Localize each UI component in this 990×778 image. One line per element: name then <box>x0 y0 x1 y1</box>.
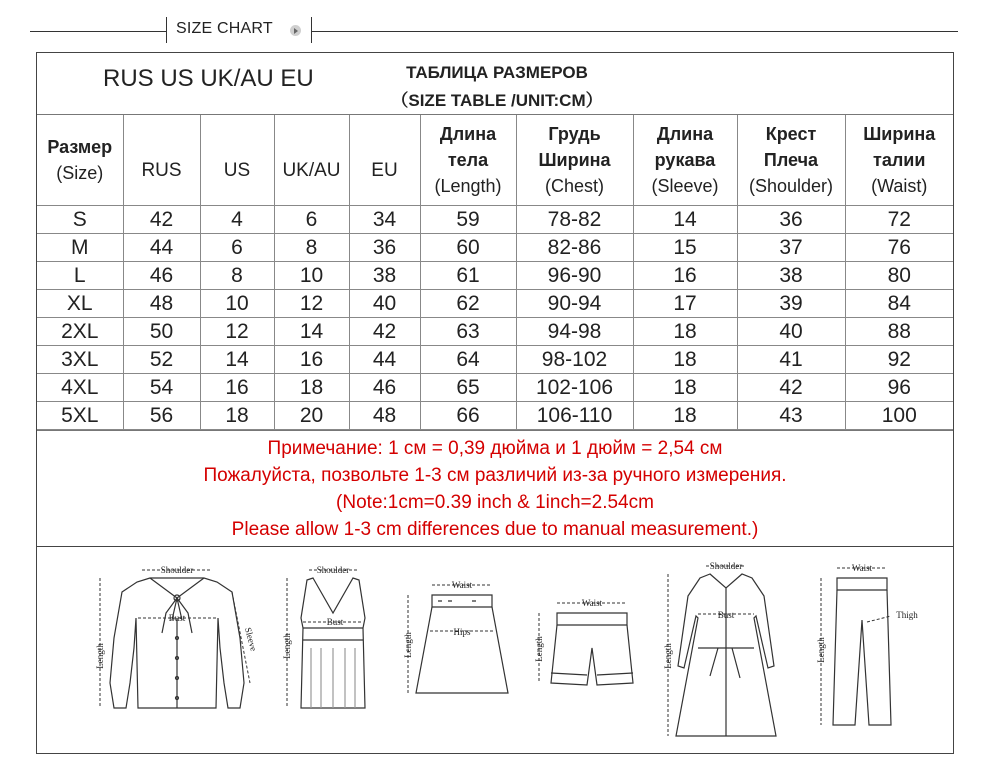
waist-label: Waist <box>851 563 873 573</box>
skirt-diagram <box>402 573 517 703</box>
table-cell: 60 <box>420 234 516 262</box>
note-line-ru-1: Примечание: 1 см = 0,39 дюйма и 1 дюйм = 2,54 см <box>267 438 723 459</box>
header-rule-right <box>311 31 958 32</box>
measurement-diagrams <box>37 548 953 753</box>
table-cell: 52 <box>123 346 200 374</box>
size-cell: XL <box>37 290 123 318</box>
header-tick-left <box>166 17 167 43</box>
table-cell: 37 <box>737 234 845 262</box>
size-cell: 3XL <box>37 346 123 374</box>
table-cell: 15 <box>633 234 737 262</box>
table-cell: 102-106 <box>516 374 633 402</box>
table-cell: 16 <box>633 262 737 290</box>
table-cell: 62 <box>420 290 516 318</box>
col-header-shoulder: Крест Плеча (Shoulder) <box>737 115 845 206</box>
table-cell: 17 <box>633 290 737 318</box>
size-cell: M <box>37 234 123 262</box>
table-cell: 42 <box>123 206 200 234</box>
table-cell: 39 <box>737 290 845 318</box>
bust-label: Bust <box>326 617 344 627</box>
table-row <box>37 346 953 374</box>
table-cell: 46 <box>123 262 200 290</box>
length-label: Length <box>403 632 413 658</box>
bust-label: Bust <box>168 613 186 623</box>
table-cell: 54 <box>123 374 200 402</box>
table-cell: 41 <box>737 346 845 374</box>
table-cell: 14 <box>200 346 274 374</box>
size-cell: L <box>37 262 123 290</box>
note-line-en-2: Please allow 1-3 cm differences due to manual measurement.) <box>231 519 759 540</box>
table-cell: 100 <box>845 402 953 430</box>
notes-block <box>37 435 953 543</box>
table-cell: 63 <box>420 318 516 346</box>
table-cell: 10 <box>274 262 349 290</box>
shoulder-label: Shoulder <box>160 565 194 575</box>
table-cell: 48 <box>123 290 200 318</box>
table-cell: 96 <box>845 374 953 402</box>
table-cell: 36 <box>349 234 420 262</box>
bust-label: Bust <box>717 610 735 620</box>
col-header-rus: RUS <box>123 115 200 206</box>
table-cell: 6 <box>200 234 274 262</box>
col-header-size <box>37 115 123 206</box>
table-cell: 90-94 <box>516 290 633 318</box>
table-cell: 16 <box>200 374 274 402</box>
table-row <box>37 234 953 262</box>
size-table-heading <box>337 59 657 115</box>
table-cell: 65 <box>420 374 516 402</box>
table-row <box>37 318 953 346</box>
table-cell: 44 <box>349 346 420 374</box>
trousers-diagram <box>797 560 937 735</box>
size-table-title-en: （SIZE TABLE /UNIT:CM） <box>391 91 603 110</box>
table-cell: 18 <box>633 374 737 402</box>
table-cell: 8 <box>200 262 274 290</box>
table-cell: 6 <box>274 206 349 234</box>
table-cell: 4 <box>200 206 274 234</box>
table-cell: 76 <box>845 234 953 262</box>
note-line-en-1: (Note:1cm=0.39 inch & 1inch=2.54cm <box>336 492 654 513</box>
table-cell: 48 <box>349 402 420 430</box>
table-cell: 38 <box>737 262 845 290</box>
notes-divider-bottom <box>37 546 953 547</box>
size-cell: 5XL <box>37 402 123 430</box>
thigh-label: Thigh <box>896 610 918 620</box>
table-cell: 12 <box>200 318 274 346</box>
table-cell: 66 <box>420 402 516 430</box>
table-cell: 10 <box>200 290 274 318</box>
table-cell: 18 <box>200 402 274 430</box>
header-rule-left <box>30 31 166 32</box>
waist-label: Waist <box>581 598 603 608</box>
size-cell: S <box>37 206 123 234</box>
col-header-sleeve: Длина рукава (Sleeve) <box>633 115 737 206</box>
col-header-eu: EU <box>349 115 420 206</box>
header-tick-right <box>311 17 312 43</box>
table-cell: 94-98 <box>516 318 633 346</box>
table-cell: 40 <box>349 290 420 318</box>
table-cell: 42 <box>737 374 845 402</box>
shoulder-label: Shoulder <box>709 561 743 571</box>
sleeve-label: Sleeve <box>242 626 259 653</box>
table-cell: 12 <box>274 290 349 318</box>
hips-label: Hips <box>453 627 471 637</box>
size-table <box>37 115 953 430</box>
table-cell: 42 <box>349 318 420 346</box>
dress-diagram <box>662 556 792 746</box>
table-cell: 92 <box>845 346 953 374</box>
size-cell: 4XL <box>37 374 123 402</box>
table-cell: 82-86 <box>516 234 633 262</box>
col-header-ru: Размер <box>47 137 113 157</box>
table-row <box>37 290 953 318</box>
table-cell: 56 <box>123 402 200 430</box>
table-cell: 36 <box>737 206 845 234</box>
table-cell: 43 <box>737 402 845 430</box>
table-cell: 20 <box>274 402 349 430</box>
table-cell: 16 <box>274 346 349 374</box>
table-cell: 46 <box>349 374 420 402</box>
table-cell: 18 <box>633 318 737 346</box>
col-header-chest: Грудь Ширина (Chest) <box>516 115 633 206</box>
table-cell: 98-102 <box>516 346 633 374</box>
size-systems-label: RUS US UK/AU EU <box>103 65 314 92</box>
length-label: Length <box>663 643 673 669</box>
col-header-us: US <box>200 115 274 206</box>
table-cell: 64 <box>420 346 516 374</box>
notes-divider-top <box>37 430 953 431</box>
length-label: Length <box>816 637 826 663</box>
table-cell: 40 <box>737 318 845 346</box>
table-cell: 61 <box>420 262 516 290</box>
blouse-diagram <box>92 558 262 728</box>
length-label: Length <box>95 643 105 669</box>
table-cell: 80 <box>845 262 953 290</box>
shoulder-label: Shoulder <box>316 565 350 575</box>
table-cell: 59 <box>420 206 516 234</box>
length-label: Length <box>282 633 292 659</box>
table-header-row <box>37 115 953 206</box>
table-cell: 96-90 <box>516 262 633 290</box>
table-cell: 88 <box>845 318 953 346</box>
table-cell: 14 <box>633 206 737 234</box>
table-cell: 18 <box>274 374 349 402</box>
length-label: Length <box>534 636 544 662</box>
table-row <box>37 206 953 234</box>
size-chart-title: SIZE CHART <box>176 20 273 37</box>
table-cell: 44 <box>123 234 200 262</box>
table-cell: 18 <box>633 402 737 430</box>
table-cell: 8 <box>274 234 349 262</box>
note-line-ru-2: Пожалуйста, позвольте 1-3 см различий из-за ручного измерения. <box>203 465 787 486</box>
waist-label: Waist <box>451 580 473 590</box>
col-header-length: Длина тела (Length) <box>420 115 516 206</box>
table-cell: 78-82 <box>516 206 633 234</box>
tank-top-diagram <box>273 558 393 728</box>
table-row <box>37 374 953 402</box>
size-table-title-ru: ТАБЛИЦА РАЗМЕРОВ <box>406 63 588 82</box>
table-row <box>37 262 953 290</box>
size-cell: 2XL <box>37 318 123 346</box>
table-cell: 14 <box>274 318 349 346</box>
col-header-uk-au: UK/AU <box>274 115 349 206</box>
col-header-waist: Ширина талии (Waist) <box>845 115 953 206</box>
col-header-en: (Size) <box>56 163 104 183</box>
size-rows <box>37 206 953 430</box>
table-cell: 18 <box>633 346 737 374</box>
table-cell: 38 <box>349 262 420 290</box>
table-row <box>37 402 953 430</box>
table-cell: 34 <box>349 206 420 234</box>
table-cell: 72 <box>845 206 953 234</box>
table-cell: 106-110 <box>516 402 633 430</box>
size-chart-frame <box>36 52 954 754</box>
table-cell: 50 <box>123 318 200 346</box>
table-cell: 84 <box>845 290 953 318</box>
shorts-diagram <box>527 593 652 703</box>
arrow-right-icon <box>290 25 301 36</box>
